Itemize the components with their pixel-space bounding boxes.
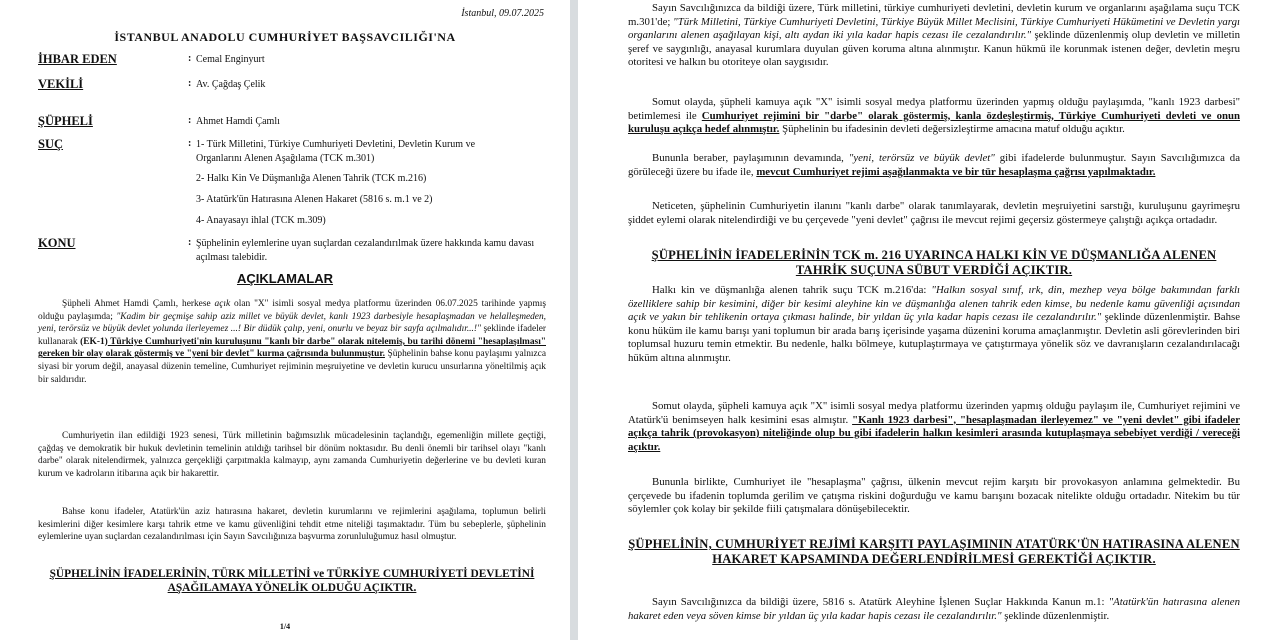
konu-value: Şüphelinin eylemlerine uyan suçlardan cezalandırılmak üzere hakkında kamu davası açılması talebidir. <box>196 238 535 263</box>
document-date: İstanbul, 09.07.2025 <box>461 8 544 19</box>
colon: : <box>188 138 192 149</box>
paragraph: Bununla birlikte, Cumhuriyet ile "hesaplaşma" çağrısı, ülkenin mevcut rejim karşıtı bir provokasyon anlamına gelmektedir. Bu çerçevede bu ifadenin toplumda gerilim ve çatışma riskini doğurduğu ve kamu barışını bozacak nitelikte olduğu ortadadır. Nitekim bu tür söylemler çok kolay bir şekilde fiili çatışmalara dönüşebilecektir. <box>628 476 1240 515</box>
suc-item-4: 4- Anayasayı ihlal (TCK m.309) <box>196 215 326 226</box>
supheli-value: Ahmet Hamdi Çamlı <box>196 116 280 127</box>
paragraph: Şüpheli Ahmet Hamdi Çamlı, herkese açık olan "X" isimli sosyal medya platformu üzerinden 06.07.2025 tarihinde yapmış olduğu paylaşımda; "Kadim bir geçmişe sahip aziz millet ve büyük devlet, kanlı 1923 darbesiyle hesaplaşmadan ve helalleşmeden, yeni, terörsüz ve büyük devlet yolunda ilerleyemez ...! Bir düdük çalıp, yeni, onurlu ve beyaz bir sayfa açılmalıdır...!" şeklinde ifadeler kullanarak (EK-1) Türkiye Cumhuriyeti'nin kuruluşunu "kanlı bir darbe" olarak nitelemiş, bu tarihi dönemi "hesaplaşılması" gereken bir olay olarak göstermiş ve "yeni bir devlet" kurma çağrısında bulunmuştur. Şüphelinin bahse konu paylaşımı yalnızca siyasi bir yorum değil, anayasal düzenin temeline, Cumhuriyet rejiminin meşruiyetine ve devletin kurucu unsurlarına yöneltilmiş açık bir saldırıdır. <box>38 299 546 385</box>
document-page-2 <box>578 0 1280 640</box>
paragraph: Neticeten, şüphelinin Cumhuriyetin ilanını "kanlı darbe" olarak tanımlayarak, devletin meşruiyetini sarstığı, kuruluşunu gayrimeşru şiddet eylemi olarak nitelendirdiği ve bu çerçevede "yeni devlet" çağrısı ile mevcut rejimi geçersiz göstermeye çalıştığı açıkça ortadadır. <box>628 200 1240 226</box>
page-number: 1/4 <box>279 622 291 631</box>
suc-label: SUÇ <box>38 137 64 151</box>
colon: : <box>188 78 192 89</box>
page-divider <box>570 0 578 640</box>
ihbar-eden-label: İHBAR EDEN <box>38 52 117 66</box>
vekili-value: Av. Çağdaş Çelik <box>196 79 266 90</box>
section-heading: ŞÜPHELİNİN, CUMHURİYET REJİMİ KARŞITI PAYLAŞIMININ ATATÜRK'ÜN HATIRASINA ALENEN HAKARET KAPSAMINDA DEĞERLENDİRİLMESİ GEREKTİĞİ AÇIKTIR. <box>628 537 1240 566</box>
vekili-label: VEKİLİ <box>38 77 84 91</box>
aciklamalar-heading: AÇIKLAMALAR <box>236 271 334 286</box>
paragraph: Cumhuriyetin ilan edildiği 1923 senesi, Türk milletinin bağımsızlık mücadelesinin taçlandığı, egemenliğin millete geçtiği, çağdaş ve demokratik bir hukuk devletinin temelinin atıldığı tarihsel bir dönüm noktasıdır. Bu denli önemli bir tarihsel olayı "kanlı darbe" olarak nitelendirmek, yalnızca gerçekliği çarpıtmakla kalmayıp, aynı zamanda Cumhuriyetin değerlerine ve bu devleti kuran kurum ve kadroların itibarına açık bir hakarettir. <box>38 431 546 479</box>
paragraph: Somut olayda, şüpheli kamuya açık "X" isimli sosyal medya platformu üzerinden yapmış olduğu paylaşımda, "kanlı 1923 darbesi" betimlemesi ile Cumhuriyet rejimini bir "darbe" olarak göstermiş, kanla özdeşleştirmiş, Türkiye Cumhuriyeti devleti ve onun kuruluşu açıkça hedef alınmıştır. Şüphelinin bu ifadesinin devleti değersizleştirme amacına matuf olduğu açıktır. <box>628 96 1240 135</box>
suc-item-1: 1- Türk Milletini, Türkiye Cumhuriyeti Devletini, Devletin Kurum ve Organlarını Alenen Aşağılama (TCK m.301) <box>196 139 476 164</box>
ihbar-eden-value: Cemal Enginyurt <box>196 54 265 65</box>
colon: : <box>188 53 192 64</box>
paragraph: Bununla beraber, paylaşımının devamında, "yeni, terörsüz ve büyük devlet" gibi ifadelerde bulunmuştur. Sayın Savcılığımızca da görüleceği üzere bu ifade ile, mevcut Cumhuriyet rejimi aşağılanmakta ve bir tür hesaplaşma çağrısı yapılmaktadır. <box>628 152 1240 178</box>
suc-item-3: 3- Atatürk'ün Hatırasına Alenen Hakaret (5816 s. m.1 ve 2) <box>196 194 433 205</box>
supheli-label: ŞÜPHELİ <box>38 114 93 128</box>
konu-label: KONU <box>38 236 76 250</box>
paragraph: Halkı kin ve düşmanlığa alenen tahrik suçu TCK m.216'da: "Halkın sosyal sınıf, ırk, din, mezhep veya bölge bakımından farklı özelliklere sahip bir kesimini, diğer bir kesimi aleyhine kin ve düşmanlığa alenen tahrik eden kimse, bu nedenle kamu güvenliği açısından açık ve yakın bir tehlikenin ortaya çıkması halinde, bir yıldan üç yıla kadar hapis cezası ile cezalandırılır." şeklinde düzenlenmiştir. Bahse konu hüküm ile kamu barışı yani toplumun bir arada barış içerisinde yaşama düzenini koruma amaçlanmıştır. Devletin asli görevlerinden biri toplumsal huzuru temin etmektir. Bu nedenle, halkı bölmeye, kutuplaştırmaya ve çatıştırmaya yönelik söz ve davranışların cezalandırılacağı hüküm altına alınmıştır. <box>628 284 1240 364</box>
colon: : <box>188 237 192 248</box>
section-heading: ŞÜPHELİNİN İFADELERİNİN TCK m. 216 UYARINCA HALKI KİN VE DÜŞMANLIĞA ALENEN TAHRİK SUÇUNA SÜBUT VERDİĞİ AÇIKTIR. <box>651 248 1217 277</box>
section-heading: ŞÜPHELİNİN İFADELERİNİN, TÜRK MİLLETİNİ ve TÜRKİYE CUMHURİYETİ DEVLETİNİ AŞAĞILAMAYA YÖNELİK OLDUĞU AÇIKTIR. <box>49 568 535 594</box>
paragraph: Bahse konu ifadeler, Atatürk'ün aziz hatırasına hakaret, devletin kurumlarını ve rejimlerini aşağılama, toplumun belirli kesimlerini diğer kesimlere karşı tahrik etme ve kamu güvenliğini tehdit etme niteliği taşımaktadır. Tüm bu sebeplerle, şüphelinin eylemlerine uyan suçlardan cezalandırılması için Sayın Savcılığınıza başvurma zorunluluğumuz hasıl olmuştur. <box>38 507 546 543</box>
paragraph: Somut olayda, şüpheli kamuya açık "X" isimli sosyal medya platformu üzerinden yapmış olduğu paylaşım ile, Cumhuriyet rejimini ve Atatürk'ü benimseyen halk kesimini esas almıştır. "Kanlı 1923 darbesi", "hesaplaşmadan ilerleyemez" ve "yeni devlet" gibi ifadeler açıkça tahrik (provokasyon) niteliğinde olup bu gibi ifadelerin halkın kesimleri arasında kutuplaşmaya sebebiyet verdiği / vereceği açıktır. <box>628 400 1240 453</box>
suc-item-2: 2- Halkı Kin Ve Düşmanlığa Alenen Tahrik (TCK m.216) <box>196 173 427 184</box>
colon: : <box>188 115 192 126</box>
paragraph: Sayın Savcılığınızca da bildiği üzere, 5816 s. Atatürk Aleyhine İşlenen Suçlar Hakkında Kanun m.1: "Atatürk'ün hatırasına alenen hakaret eden veya söven kimse bir yıldan üç yıla kadar hapis cezası ile cezalandırılır." şeklinde düzenlenmiştir. <box>628 596 1240 622</box>
document-title: İSTANBUL ANADOLU CUMHURİYET BAŞSAVCILIĞI'NA <box>114 30 456 44</box>
paragraph: Sayın Savcılığınızca da bildiği üzere, Türk milletini, türkiye cumhuriyeti devletini, devletin kurum ve organlarını aşağılama suçu TCK m.301'de; "Türk Milletini, Türkiye Cumhuriyeti Devletini, Türkiye Büyük Millet Meclisini, Türkiye Cumhuriyeti Hükümetini ve Devletin yargı organlarını alenen aşağılayan kişi, altı aydan iki yıla kadar hapis cezası ile cezalandırılır." şeklinde düzenlenmiş olup devletin ve milletin şeref ve saygınlığı, anayasal kurumlara duyulan güven koruma altına alınmıştır. Kanun hükmü ile korunmak istenen değer, devletin meşru otoritesi ve halkın bu otoriteye olan saygısıdır. <box>628 2 1240 68</box>
document-page-1 <box>0 0 570 640</box>
